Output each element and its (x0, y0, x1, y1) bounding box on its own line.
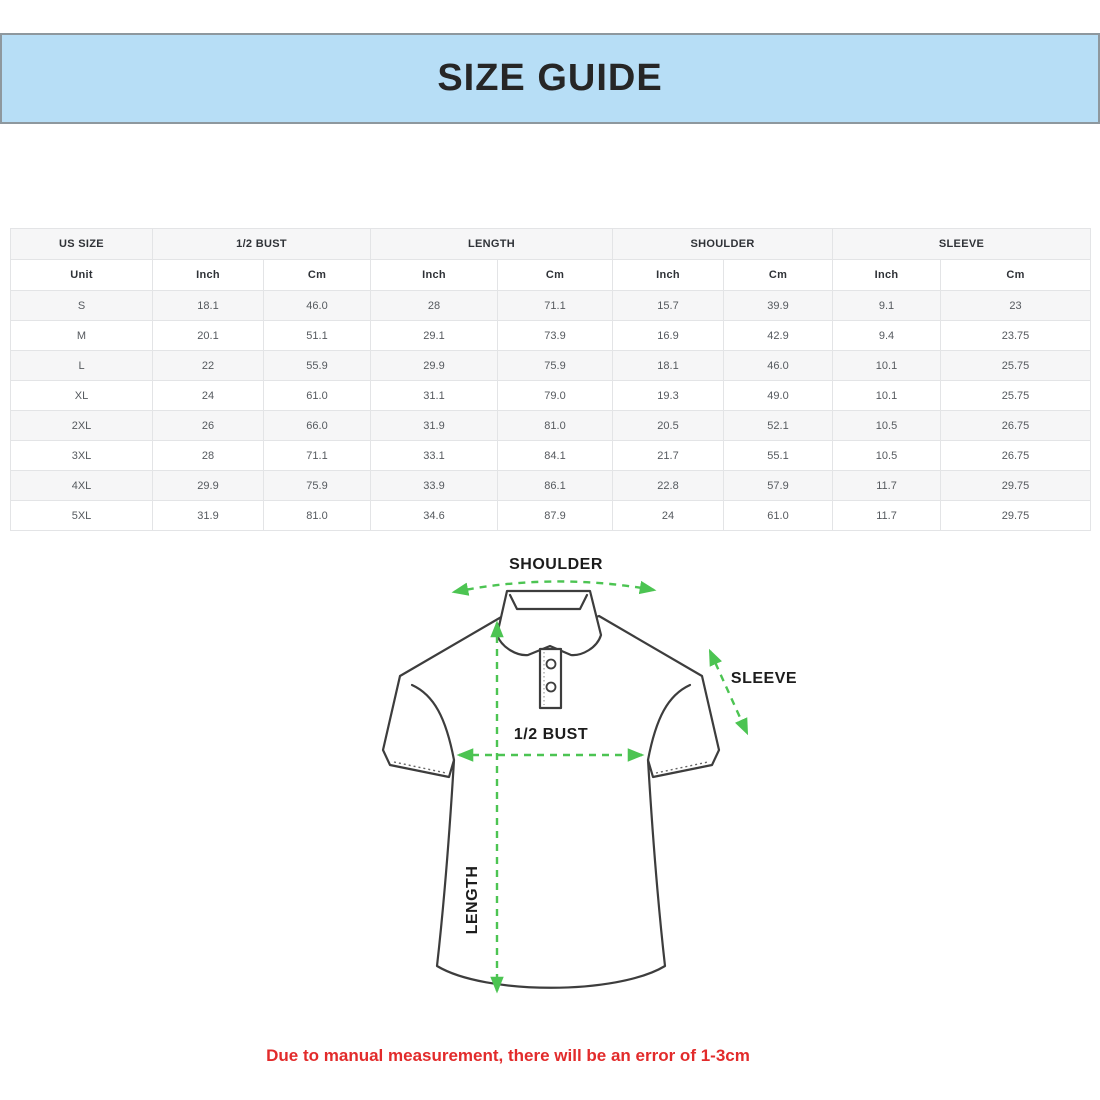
table-row (11, 381, 1091, 411)
measurement-cell: 15.7 (613, 291, 724, 321)
measurement-cell: 87.9 (498, 501, 613, 531)
measurement-cell: 20.5 (613, 411, 724, 441)
measurement-cell: 81.0 (498, 411, 613, 441)
col-header-sleeve: SLEEVE (833, 229, 1091, 260)
measurement-cell: 21.7 (613, 441, 724, 471)
measurement-cell: 24 (613, 501, 724, 531)
measurement-cell: 75.9 (498, 351, 613, 381)
sleeve-arrow (710, 651, 747, 733)
measurement-cell: 19.3 (613, 381, 724, 411)
measurement-cell: 75.9 (264, 471, 371, 501)
measurement-cell: 81.0 (264, 501, 371, 531)
measurement-cell: 18.1 (153, 291, 264, 321)
table-row (11, 351, 1091, 381)
measurement-diagram (0, 543, 1100, 1043)
measurement-cell: 16.9 (613, 321, 724, 351)
measurement-cell: 29.75 (941, 471, 1091, 501)
table-row (11, 501, 1091, 531)
unit-header: Cm (724, 260, 833, 291)
table-row (11, 471, 1091, 501)
measurement-cell: 39.9 (724, 291, 833, 321)
table-group-header-row (11, 229, 1091, 260)
measurement-cell: 52.1 (724, 411, 833, 441)
measurement-cell: 28 (153, 441, 264, 471)
measurement-cell: 23.75 (941, 321, 1091, 351)
length-label: LENGTH (464, 865, 481, 935)
sleeve-label: SLEEVE (730, 670, 798, 687)
size-cell: S (11, 291, 153, 321)
measurement-cell: 25.75 (941, 381, 1091, 411)
size-cell: 5XL (11, 501, 153, 531)
measurement-cell: 26.75 (941, 411, 1091, 441)
measurement-cell: 9.1 (833, 291, 941, 321)
measurement-disclaimer: Due to manual measurement, there will be an error of 1-3cm (266, 1046, 750, 1065)
measurement-cell: 22 (153, 351, 264, 381)
measurement-cell: 10.5 (833, 441, 941, 471)
unit-header: Cm (941, 260, 1091, 291)
measurement-cell: 86.1 (498, 471, 613, 501)
col-header-shoulder: SHOULDER (613, 229, 833, 260)
size-table-body (11, 291, 1091, 531)
measurement-cell: 22.8 (613, 471, 724, 501)
measurement-cell: 9.4 (833, 321, 941, 351)
size-guide-banner (0, 33, 1100, 124)
measurement-cell: 57.9 (724, 471, 833, 501)
measurement-cell: 49.0 (724, 381, 833, 411)
placket (540, 649, 561, 708)
unit-header: Unit (11, 260, 153, 291)
unit-header: Inch (833, 260, 941, 291)
measurement-cell: 10.1 (833, 381, 941, 411)
measurement-cell: 66.0 (264, 411, 371, 441)
measurement-cell: 26.75 (941, 441, 1091, 471)
measurement-cell: 71.1 (498, 291, 613, 321)
measurement-cell: 73.9 (498, 321, 613, 351)
measurement-cell: 31.9 (371, 411, 498, 441)
measurement-cell: 18.1 (613, 351, 724, 381)
measurement-cell: 23 (941, 291, 1091, 321)
measurement-cell: 29.1 (371, 321, 498, 351)
measurement-cell: 11.7 (833, 471, 941, 501)
measurement-cell: 34.6 (371, 501, 498, 531)
measurement-cell: 31.9 (153, 501, 264, 531)
measurement-cell: 71.1 (264, 441, 371, 471)
measurement-cell: 33.1 (371, 441, 498, 471)
size-table (10, 228, 1091, 531)
measurement-cell: 31.1 (371, 381, 498, 411)
size-cell: 3XL (11, 441, 153, 471)
size-table-container (10, 228, 1090, 531)
unit-header: Inch (371, 260, 498, 291)
size-cell: 4XL (11, 471, 153, 501)
measurement-cell: 84.1 (498, 441, 613, 471)
unit-header: Cm (264, 260, 371, 291)
page-title: SIZE GUIDE (437, 57, 663, 99)
measurement-cell: 29.9 (371, 351, 498, 381)
unit-header: Inch (613, 260, 724, 291)
measurement-cell: 20.1 (153, 321, 264, 351)
measurement-cell: 61.0 (264, 381, 371, 411)
measurement-cell: 28 (371, 291, 498, 321)
measurement-cell: 26 (153, 411, 264, 441)
table-unit-header-row (11, 260, 1091, 291)
polo-shirt-graphic (350, 543, 790, 1043)
col-header-bust: 1/2 BUST (153, 229, 371, 260)
measurement-cell: 55.1 (724, 441, 833, 471)
table-row (11, 441, 1091, 471)
measurement-cell: 79.0 (498, 381, 613, 411)
shoulder-label: SHOULDER (509, 556, 603, 573)
unit-header: Cm (498, 260, 613, 291)
size-cell: M (11, 321, 153, 351)
bust-label: 1/2 BUST (513, 726, 589, 743)
unit-header: Inch (153, 260, 264, 291)
size-cell: 2XL (11, 411, 153, 441)
measurement-cell: 61.0 (724, 501, 833, 531)
measurement-cell: 10.5 (833, 411, 941, 441)
measurement-cell: 46.0 (724, 351, 833, 381)
measurement-cell: 55.9 (264, 351, 371, 381)
table-row (11, 411, 1091, 441)
measurement-cell: 10.1 (833, 351, 941, 381)
col-header-length: LENGTH (371, 229, 613, 260)
measurement-cell: 29.9 (153, 471, 264, 501)
measurement-cell: 46.0 (264, 291, 371, 321)
table-row (11, 321, 1091, 351)
table-row (11, 291, 1091, 321)
measurement-cell: 29.75 (941, 501, 1091, 531)
measurement-cell: 42.9 (724, 321, 833, 351)
size-cell: L (11, 351, 153, 381)
measurement-cell: 11.7 (833, 501, 941, 531)
measurement-cell: 24 (153, 381, 264, 411)
measurement-cell: 33.9 (371, 471, 498, 501)
measurement-cell: 51.1 (264, 321, 371, 351)
size-cell: XL (11, 381, 153, 411)
measurement-cell: 25.75 (941, 351, 1091, 381)
col-header-us-size: US SIZE (11, 229, 153, 260)
